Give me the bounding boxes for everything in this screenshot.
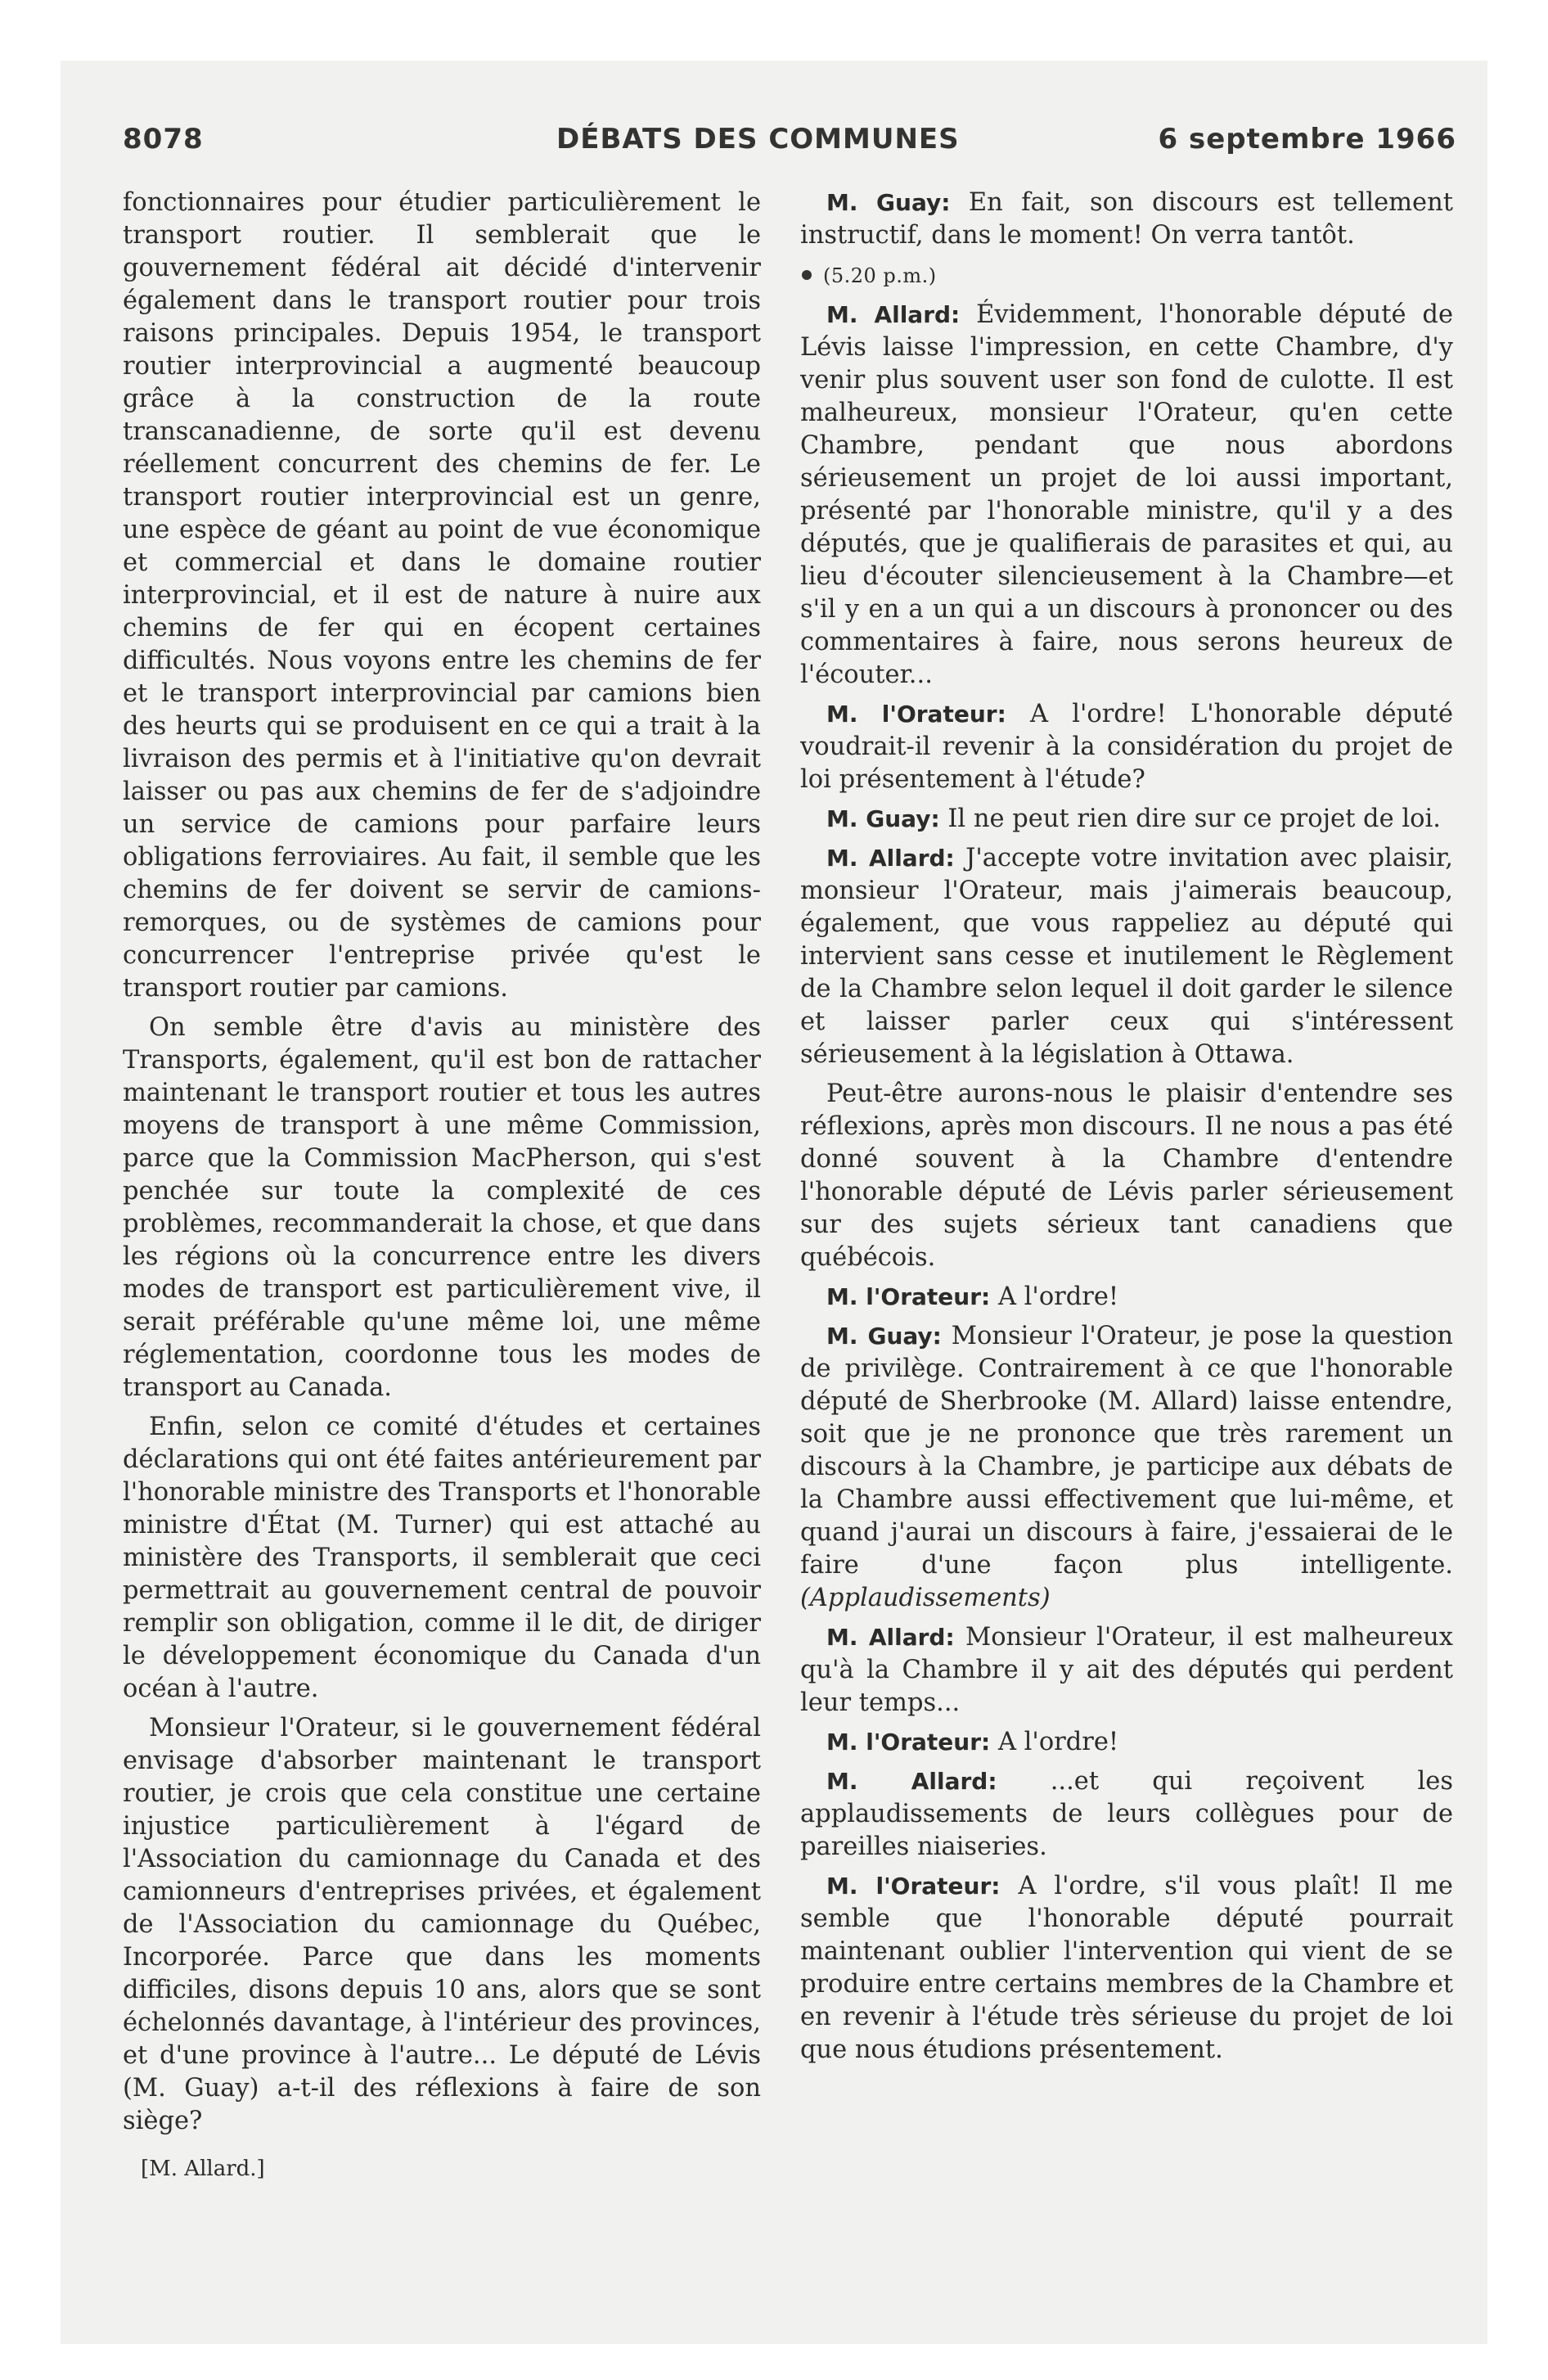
debate-entry	[800, 1621, 1453, 1720]
speaker-name: M. l'Orateur:	[826, 1873, 1001, 1900]
debate-entry	[800, 1320, 1453, 1615]
bullet-icon	[802, 270, 812, 280]
paragraph: Monsieur l'Orateur, si le gouvernement fédéral envisage d'absorber maintenant le transport routier, je crois que cela constitue une certaine injustice particulièrement à l'égard de l'Association du camionnage du Canada et des camionneurs d'entreprises privées, et également de l'Association du camionnage du Québec, Incorporée. Parce que dans les moments difficiles, disons depuis 10 ans, alors que se sont échelonnés davantage, à l'intérieur des provinces, et d'une province à l'autre... Le député de Lévis (M. Guay) a-t-il des réflexions à faire de son siège?	[123, 1714, 761, 2135]
debate-entry	[800, 187, 1453, 252]
speaker-name: M. l'Orateur:	[826, 701, 1006, 728]
speaker-name: M. Allard:	[826, 845, 955, 872]
speech-text: A l'ordre!	[997, 1282, 1119, 1311]
right-column	[800, 187, 1453, 2073]
speaker-name: M. l'Orateur:	[826, 1729, 991, 1756]
speech-text: A l'ordre, s'il vous plaît! Il me semble que l'honorable député pourrait maintenant oublier l'intervention qui vient de se produire entre certains membres de la Chambre et en revenir à l'étude très sérieuse du projet de loi que nous étudions présentement.	[800, 1872, 1453, 2064]
speech-text: Monsieur l'Orateur, je pose la question de privilège. Contrairement à ce que l'honorable député de Sherbrooke (M. Allard) laisse entendre, soit que je ne prononce que très rarement un discours à la Chambre, je participe aux débats de la Chambre aussi effectivement que lui-même, et quand j'aurai un discours à faire, j'essaierai de le faire d'une façon plus intelligente.	[800, 1322, 1453, 1580]
time-stamp: (5.20 p.m.)	[823, 264, 937, 287]
speaker-name: M. Allard:	[826, 1768, 997, 1795]
debate-entry	[800, 1870, 1453, 2067]
speech-text: Monsieur l'Orateur, il est malheureux qu'à la Chambre il y ait des députés qui perdent leur temps...	[800, 1623, 1453, 1717]
page-header	[123, 123, 1456, 172]
left-column	[123, 187, 761, 2192]
speaker-name: M. Guay:	[826, 189, 951, 216]
speaker-name: M. Allard:	[826, 301, 961, 328]
speaker-name: M. Guay:	[826, 805, 940, 832]
speech-text: A l'ordre! L'honorable député voudrait-il revenir à la considération du projet de loi présentement à l'étude?	[800, 700, 1453, 794]
paragraph: Peut-être aurons-nous le plaisir d'entendre ses réflexions, après mon discours. Il ne nous a pas été donné souvent à la Chambre d'entendre l'honorable député de Lévis parler sérieusement sur des sujets sérieux tant canadiens que québécois.	[800, 1080, 1453, 1272]
publication-title: DÉBATS DES COMMUNES	[556, 123, 960, 156]
paragraph: fonctionnaires pour étudier particulièrement le transport routier. Il semblerait que le gouvernement fédéral ait décidé d'intervenir également dans le transport routier pour trois raisons principales. Depuis 1954, le transport routier interprovincial a augmenté beaucoup grâce à la construction de la route transcanadienne, de sorte qu'il est devenu réellement concurrent des chemins de fer. Le transport routier interprovincial est un genre, une espèce de géant au point de vue économique et commercial et dans le domaine routier interprovincial, et il est de nature à nuire aux chemins de fer qui en écopent certaines difficultés. Nous voyons entre les chemins de fer et le transport interprovincial par camions bien des heurts qui se produisent en ce qui a trait à la livraison des permis et à l'initiative qu'on devrait laisser ou pas aux chemins de fer de s'adjoindre un service de camions pour parfaire leurs obligations ferroviaires. Au fait, il semble que les chemins de fer doivent se servir de camions-remorques, ou de systèmes de camions pour concurrencer l'entreprise privée qu'est le transport routier par camions.	[123, 188, 761, 1003]
page-date: 6 septembre 1966	[1158, 123, 1456, 156]
debate-entry	[800, 299, 1453, 692]
debate-entry	[800, 1726, 1453, 1759]
speech-text: Évidemment, l'honorable député de Lévis laisse l'impression, en cette Chambre, d'y venir plus souvent user son fond de culotte. Il est malheureux, monsieur l'Orateur, qu'en cette Chambre, pendant que nous abordons sérieusement un projet de loi aussi important, présenté par l'honorable ministre, qu'il y a des députés, que je qualifierais de parasites et qui, au lieu d'écouter silencieusement à la Chambre—et s'il y en a un qui a un discours à prononcer ou des commentaires à faire, nous serons heureux de l'écouter...	[800, 300, 1453, 689]
debate-entry	[800, 1281, 1453, 1314]
paragraph: Enfin, selon ce comité d'études et certaines déclarations qui ont été faites antérieurement par l'honorable ministre des Transports et l'honorable ministre d'État (M. Turner) qui est attaché au ministère des Transports, il semblerait que ceci permettrait au gouvernement central de pouvoir remplir son obligation, comme il le dit, de diriger le développement économique du Canada d'un océan à l'autre.	[123, 1413, 761, 1703]
speaker-name: M. Allard:	[826, 1624, 955, 1651]
page-number: 8078	[123, 123, 204, 156]
speech-text: ...et qui reçoivent les applaudissements de leurs collègues pour de pareilles niaiseries.	[800, 1767, 1453, 1861]
debate-entry	[800, 698, 1453, 796]
paragraph: On semble être d'avis au ministère des Transports, également, qu'il est bon de rattacher maintenant le transport routier et tous les autres moyens de transport à une même Commission, parce que la Commission MacPherson, qui s'est penchée sur toute la complexité de ces problèmes, recommanderait la chose, et que dans les régions où la concurrence entre les divers modes de transport est particulièrement vive, il serait préférable qu'une même loi, une même réglementation, coordonne tous les modes de transport au Canada.	[123, 1013, 761, 1402]
speech-text: J'accepte votre invitation avec plaisir, monsieur l'Orateur, mais j'aimerais beaucoup, également, que vous rappeliez au député qui intervient sans cesse et inutilement le Règlement de la Chambre selon lequel il doit garder le silence et laisser parler ceux qui s'intéressent sérieusement à la législation à Ottawa.	[800, 844, 1453, 1069]
speaker-signature: [M. Allard.]	[141, 2157, 265, 2181]
debate-entry	[800, 803, 1453, 836]
debate-entry	[800, 842, 1453, 1071]
debate-entry	[800, 1765, 1453, 1864]
time-stamp-row	[800, 259, 1453, 292]
speech-text: En fait, son discours est tellement instructif, dans le moment! On verra tantôt.	[800, 188, 1453, 250]
speaker-name: M. l'Orateur:	[826, 1283, 991, 1310]
speech-text: Il ne peut rien dire sur ce projet de loi.	[947, 805, 1441, 833]
speech-text: A l'ordre!	[997, 1728, 1119, 1756]
stage-direction: (Applaudissements)	[800, 1584, 1051, 1612]
speaker-name: M. Guay:	[826, 1323, 942, 1350]
